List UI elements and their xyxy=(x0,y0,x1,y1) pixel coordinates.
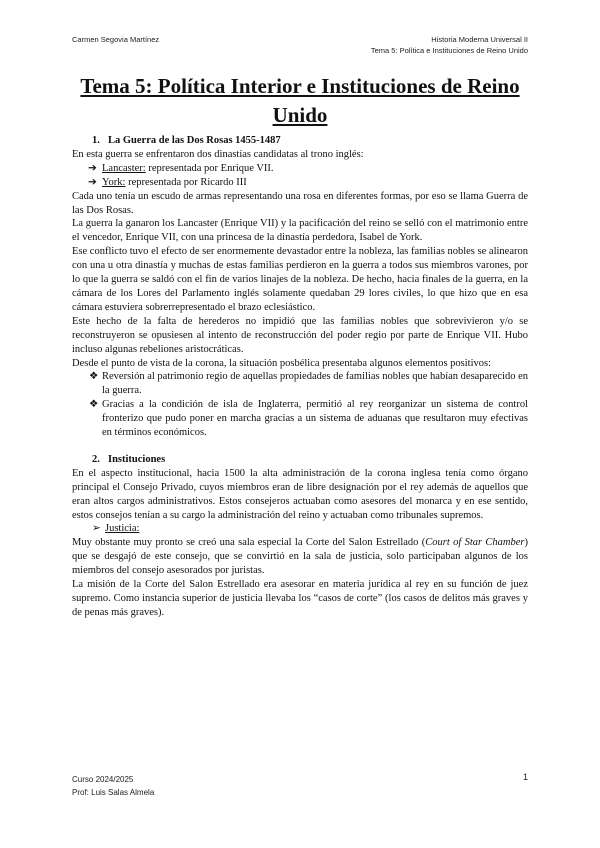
page-number: 1 xyxy=(522,772,528,782)
section-1-intro: En esta guerra se enfrentaron dos dinastías candidatas al trono inglés: xyxy=(72,148,364,160)
dynasty-item-lancaster xyxy=(88,162,528,176)
dynasty-name: Lancaster: xyxy=(102,162,146,174)
dynasty-name: York: xyxy=(102,176,126,188)
section-2-title: Instituciones xyxy=(108,453,166,465)
paragraph: La guerra la ganaron los Lancaster (Enrique VII) y la pacificación del reino se selló con el matrimonio entre el vencedor, Enrique VII, con una princesa de la dinastía perdedora, Isabel de York. xyxy=(72,218,528,244)
arrow-icon: ➔ xyxy=(88,162,97,174)
diamond-bullet-icon: ❖ xyxy=(89,399,99,411)
section-2-number: 2. xyxy=(92,453,100,465)
arrowhead-icon: ➢ xyxy=(92,523,101,535)
footer-year: Curso 2024/2025 xyxy=(72,775,134,784)
subsection-justicia xyxy=(92,522,528,536)
section-1-heading xyxy=(92,134,528,148)
header-topic: Tema 5: Política e Instituciones de Reino Unido xyxy=(370,46,528,55)
paragraph: Muy obstante muy pronto se creó una sala especial la Corte del Salon Estrellado (Court of Star Chamber) que se desgajó de este consejo, que se convirtió en la sala de justicia, solo participaban algunos de los miembros del consejo asesorados por juristas. xyxy=(72,537,528,577)
document-body xyxy=(72,134,528,620)
dynasty-item-york xyxy=(88,176,528,190)
footer-professor: Prof: Luis Salas Almela xyxy=(72,788,155,797)
diamond-bullet-icon: ❖ xyxy=(89,371,99,383)
paragraph: Desde el punto de vista de la corona, la situación posbélica presentaba algunos elementos positivos: xyxy=(72,357,492,369)
paragraph: Ese conflicto tuvo el efecto de ser enormemente devastador entre la nobleza, las familias nobles se alinearon con una u otra dinastía y muchas de estas familias perdieron en la guerra a todos sus miembros varones, por lo que la guerra se saldó con el fin de varios linajes de la nobleza. De hecho, hacia finales de la guerra, en la cámara de los Lores del Parlamento inglés solamente quedaban 29 lores civiles, lo que hizo que en esa cámara estuviera sobrerrepresentado el brazo eclesiástico. xyxy=(72,246,528,313)
paragraph: En el aspecto institucional, hacia 1500 la alta administración de la corona inglesa tenía como órgano principal el Consejo Privado, cuyos miembros eran de libre designación por el rey además de aquellos que eran altos cargos administrativos. Estos consejeros actuaban como asesores del monarca y en ese sentido, estos consejos tenían a su cargo la administración del reino y actuaban como tribunales supremos. xyxy=(72,467,528,521)
header-author: Carmen Segovia Martínez xyxy=(72,35,160,44)
paragraph: La misión de la Corte del Salon Estrellado era asesorar en materia jurídica al rey en su función de juez supremo. Como instancia superior de justicia llevaba los “casos de corte” (los casos de delitos más graves y de penas más graves). xyxy=(72,579,528,618)
bullet-item xyxy=(72,370,528,398)
header-course-block xyxy=(371,34,528,56)
bullet-text: Gracias a la condición de isla de Inglaterra, permitió al rey reorganizar un sistema de control fronterizo que pudo poner en marcha gracias a un sistema de aduanas que resultaron muy efectivas en términos económicos. xyxy=(102,399,528,439)
footer xyxy=(72,773,154,799)
paragraph: Este hecho de la falta de herederos no impidió que las familias nobles que sobrevivieron y/o se reconstruyeron se opusiesen al intento de reconstrucción del poder regio por parte de Enrique VII. Hubo incluso algunas rebeliones aristocráticas. xyxy=(72,315,528,355)
header-course: Historia Moderna Universal II xyxy=(431,35,528,44)
bullet-item xyxy=(72,398,528,440)
subsection-title: Justicia: xyxy=(105,523,140,535)
section-1-number: 1. xyxy=(92,135,100,146)
section-1-title: La Guerra de las Dos Rosas 1455-1487 xyxy=(108,135,281,146)
arrow-icon: ➔ xyxy=(88,176,97,188)
dynasty-text: representada por Enrique VII. xyxy=(145,162,274,174)
paragraph: Cada uno tenía un escudo de armas representando una rosa en diferentes formas, por eso se llama Guerra de las Dos Rosas. xyxy=(72,190,528,216)
dynasty-text: representada por Ricardo III xyxy=(125,176,247,188)
page-title: Tema 5: Política Interior e Instituciones de Reino Unido xyxy=(80,74,520,127)
bullet-text: Reversión al patrimonio regio de aquellas propiedades de familias nobles que habían desaparecido en la guerra. xyxy=(102,371,528,397)
section-2-heading xyxy=(92,453,528,467)
court-name-italic: Court of Star Chamber xyxy=(425,537,525,549)
